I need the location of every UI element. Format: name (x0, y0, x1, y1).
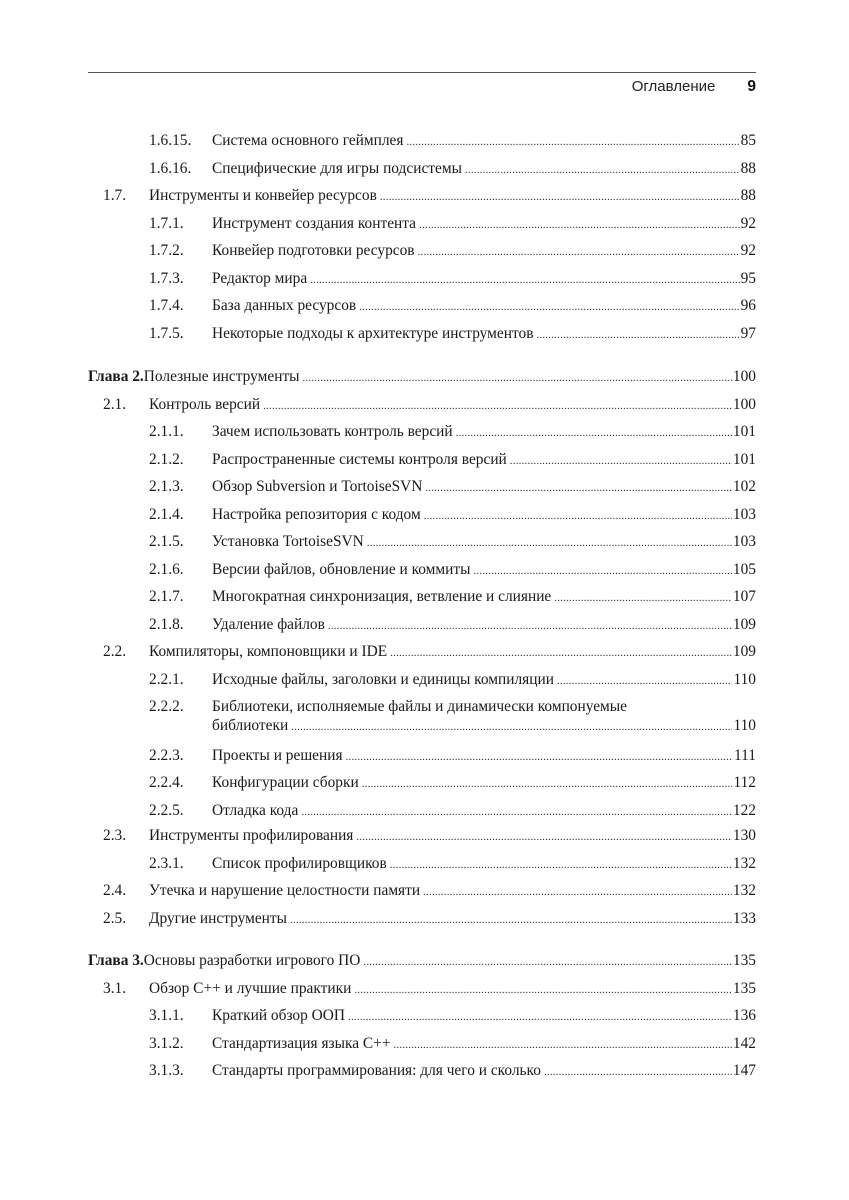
entry-title: Компиляторы, компоновщики и IDE (149, 643, 388, 660)
entry-page-number: 101 (732, 423, 756, 440)
entry-page-number: 100 (732, 396, 756, 413)
entry-number: 2.2.5. (149, 802, 184, 819)
chapter-label: Глава 2. (88, 368, 144, 385)
entry-title: Некоторые подходы к архитектуре инструментов (212, 325, 534, 342)
entry-page-number: 105 (732, 561, 756, 578)
entry-title: Конфигурации сборки (212, 774, 359, 791)
entry-title: библиотеки (212, 717, 289, 734)
entry-number: 3.1.3. (149, 1062, 184, 1079)
entry-page-number: 132 (732, 855, 756, 872)
entry-title: Конвейер подготовки ресурсов (212, 242, 415, 259)
entry-number: 1.7.3. (149, 270, 184, 287)
entry-number: 2.4. (103, 882, 127, 899)
entry-page-number: 103 (732, 506, 756, 523)
entry-page-number: 100 (732, 368, 756, 385)
dot-leader (263, 396, 732, 415)
entry-title: Проекты и решения (212, 747, 343, 764)
entry-page-number: 109 (732, 616, 756, 633)
entry-number: 1.7.1. (149, 215, 184, 232)
entry-number: 2.2. (103, 643, 127, 660)
dot-leader (328, 616, 732, 635)
entry-page-number: 142 (732, 1035, 756, 1052)
entry-page-number: 110 (733, 717, 756, 734)
entry-number: 2.1.6. (149, 561, 184, 578)
dot-leader (456, 423, 732, 442)
entry-page-number: 88 (740, 187, 756, 204)
entry-number: 2.1.4. (149, 506, 184, 523)
entry-number: 2.2.1. (149, 671, 184, 688)
entry-number: 2.2.3. (149, 747, 184, 764)
entry-title: Основы разработки игрового ПО (143, 952, 361, 969)
entry-number: 2.2.2. (149, 698, 184, 715)
dot-leader (473, 561, 731, 580)
entry-title: Стандарты программирования: для чего и сколько (212, 1062, 541, 1079)
entry-page-number: 132 (732, 882, 756, 899)
header-rule (88, 72, 756, 73)
entry-page-number: 92 (740, 242, 756, 259)
dot-leader (390, 643, 732, 662)
dot-leader (536, 325, 739, 344)
entry-page-number: 133 (732, 910, 756, 927)
entry-title: Удаление файлов (212, 616, 325, 633)
entry-number: 3.1. (103, 980, 127, 997)
entry-number: 1.6.15. (149, 132, 192, 149)
entry-page-number: 95 (740, 270, 756, 287)
entry-number: 1.7.5. (149, 325, 184, 342)
entry-page-number: 111 (734, 747, 756, 764)
running-head (88, 78, 756, 100)
dot-leader (367, 533, 732, 552)
entry-title: Инструменты профилирования (149, 827, 354, 844)
entry-number: 2.1.1. (149, 423, 184, 440)
dot-leader (390, 855, 732, 874)
entry-title: Исходные файлы, заголовки и единицы компиляции (212, 671, 554, 688)
entry-page-number: 130 (732, 827, 756, 844)
dot-leader (348, 1007, 732, 1026)
dot-leader (291, 717, 732, 736)
dot-leader (301, 802, 732, 821)
entry-title: Контроль версий (149, 396, 261, 413)
entry-page-number: 103 (732, 533, 756, 550)
entry-page-number: 135 (732, 980, 756, 997)
dot-leader (406, 132, 739, 151)
dot-leader (544, 1062, 732, 1081)
entry-title: Установка TortoiseSVN (212, 533, 364, 550)
entry-title: Список профилировщиков (212, 855, 387, 872)
entry-page-number: 101 (732, 451, 756, 468)
entry-title: Специфические для игры подсистемы (212, 160, 462, 177)
entry-number: 2.3. (103, 827, 127, 844)
dot-leader (363, 952, 732, 971)
dot-leader (303, 368, 732, 387)
entry-title: Другие инструменты (149, 910, 287, 927)
dot-leader (418, 242, 740, 261)
entry-number: 1.7.4. (149, 297, 184, 314)
dot-leader (394, 1035, 732, 1054)
entry-title: Обзор Subversion и TortoiseSVN (212, 478, 423, 495)
dot-leader (310, 270, 739, 289)
entry-title: Утечка и нарушение целостности памяти (149, 882, 421, 899)
entry-title: Версии файлов, обновление и коммиты (212, 561, 471, 578)
entry-title: Многократная синхронизация, ветвление и слияние (212, 588, 552, 605)
entry-number: 2.1.7. (149, 588, 184, 605)
entry-number: 1.6.16. (149, 160, 192, 177)
entry-title: Инструмент создания контента (212, 215, 417, 232)
entry-page-number: 122 (732, 802, 756, 819)
entry-number: 2.5. (103, 910, 127, 927)
dot-leader (554, 588, 732, 607)
dot-leader (290, 910, 732, 929)
dot-leader (362, 774, 733, 793)
entry-number: 2.1.3. (149, 478, 184, 495)
entry-title: Краткий обзор ООП (212, 1007, 346, 1024)
chapter-label: Глава 3. (88, 952, 144, 969)
dot-leader (424, 506, 732, 525)
entry-page-number: 88 (740, 160, 756, 177)
dot-leader (425, 478, 732, 497)
dot-leader (510, 451, 732, 470)
entry-title: Полезные инструменты (143, 368, 300, 385)
running-head-title: Оглавление (631, 78, 716, 95)
dot-leader (354, 980, 732, 999)
entry-page-number: 96 (740, 297, 756, 314)
dot-leader (557, 671, 733, 690)
entry-page-number: 85 (740, 132, 756, 149)
entry-page-number: 112 (733, 774, 756, 791)
dot-leader (465, 160, 740, 179)
entry-title: Зачем использовать контроль версий (212, 423, 453, 440)
entry-number: 3.1.2. (149, 1035, 184, 1052)
entry-title: Инструменты и конвейер ресурсов (149, 187, 377, 204)
entry-number: 2.1.2. (149, 451, 184, 468)
entry-number: 2.1.5. (149, 533, 184, 550)
entry-title: Отладка кода (212, 802, 299, 819)
entry-title: Распространенные системы контроля версий (212, 451, 507, 468)
entry-title: База данных ресурсов (212, 297, 357, 314)
dot-leader (356, 827, 732, 846)
entry-title: Система основного геймплея (212, 132, 404, 149)
entry-page-number: 97 (740, 325, 756, 342)
dot-leader (419, 215, 740, 234)
entry-number: 2.1. (103, 396, 127, 413)
entry-title: Настройка репозитория с кодом (212, 506, 421, 523)
dot-leader (346, 747, 733, 766)
entry-page-number: 109 (732, 643, 756, 660)
entry-title: Обзор C++ и лучшие практики (149, 980, 352, 997)
entry-title: Стандартизация языка C++ (212, 1035, 391, 1052)
entry-page-number: 147 (732, 1062, 756, 1079)
entry-number: 3.1.1. (149, 1007, 184, 1024)
entry-number: 2.3.1. (149, 855, 184, 872)
dot-leader (380, 187, 740, 206)
entry-page-number: 92 (740, 215, 756, 232)
entry-number: 1.7.2. (149, 242, 184, 259)
entry-title: Редактор мира (212, 270, 308, 287)
entry-number: 2.2.4. (149, 774, 184, 791)
entry-title-line1: Библиотеки, исполняемые файлы и динамически компонуемые (212, 698, 627, 715)
entry-number: 1.7. (103, 187, 127, 204)
entry-page-number: 136 (732, 1007, 756, 1024)
page-number: 9 (747, 78, 756, 95)
entry-page-number: 102 (732, 478, 756, 495)
entry-number: 2.1.8. (149, 616, 184, 633)
entry-page-number: 107 (732, 588, 756, 605)
dot-leader (423, 882, 732, 901)
entry-page-number: 135 (732, 952, 756, 969)
entry-page-number: 110 (733, 671, 756, 688)
dot-leader (359, 297, 739, 316)
